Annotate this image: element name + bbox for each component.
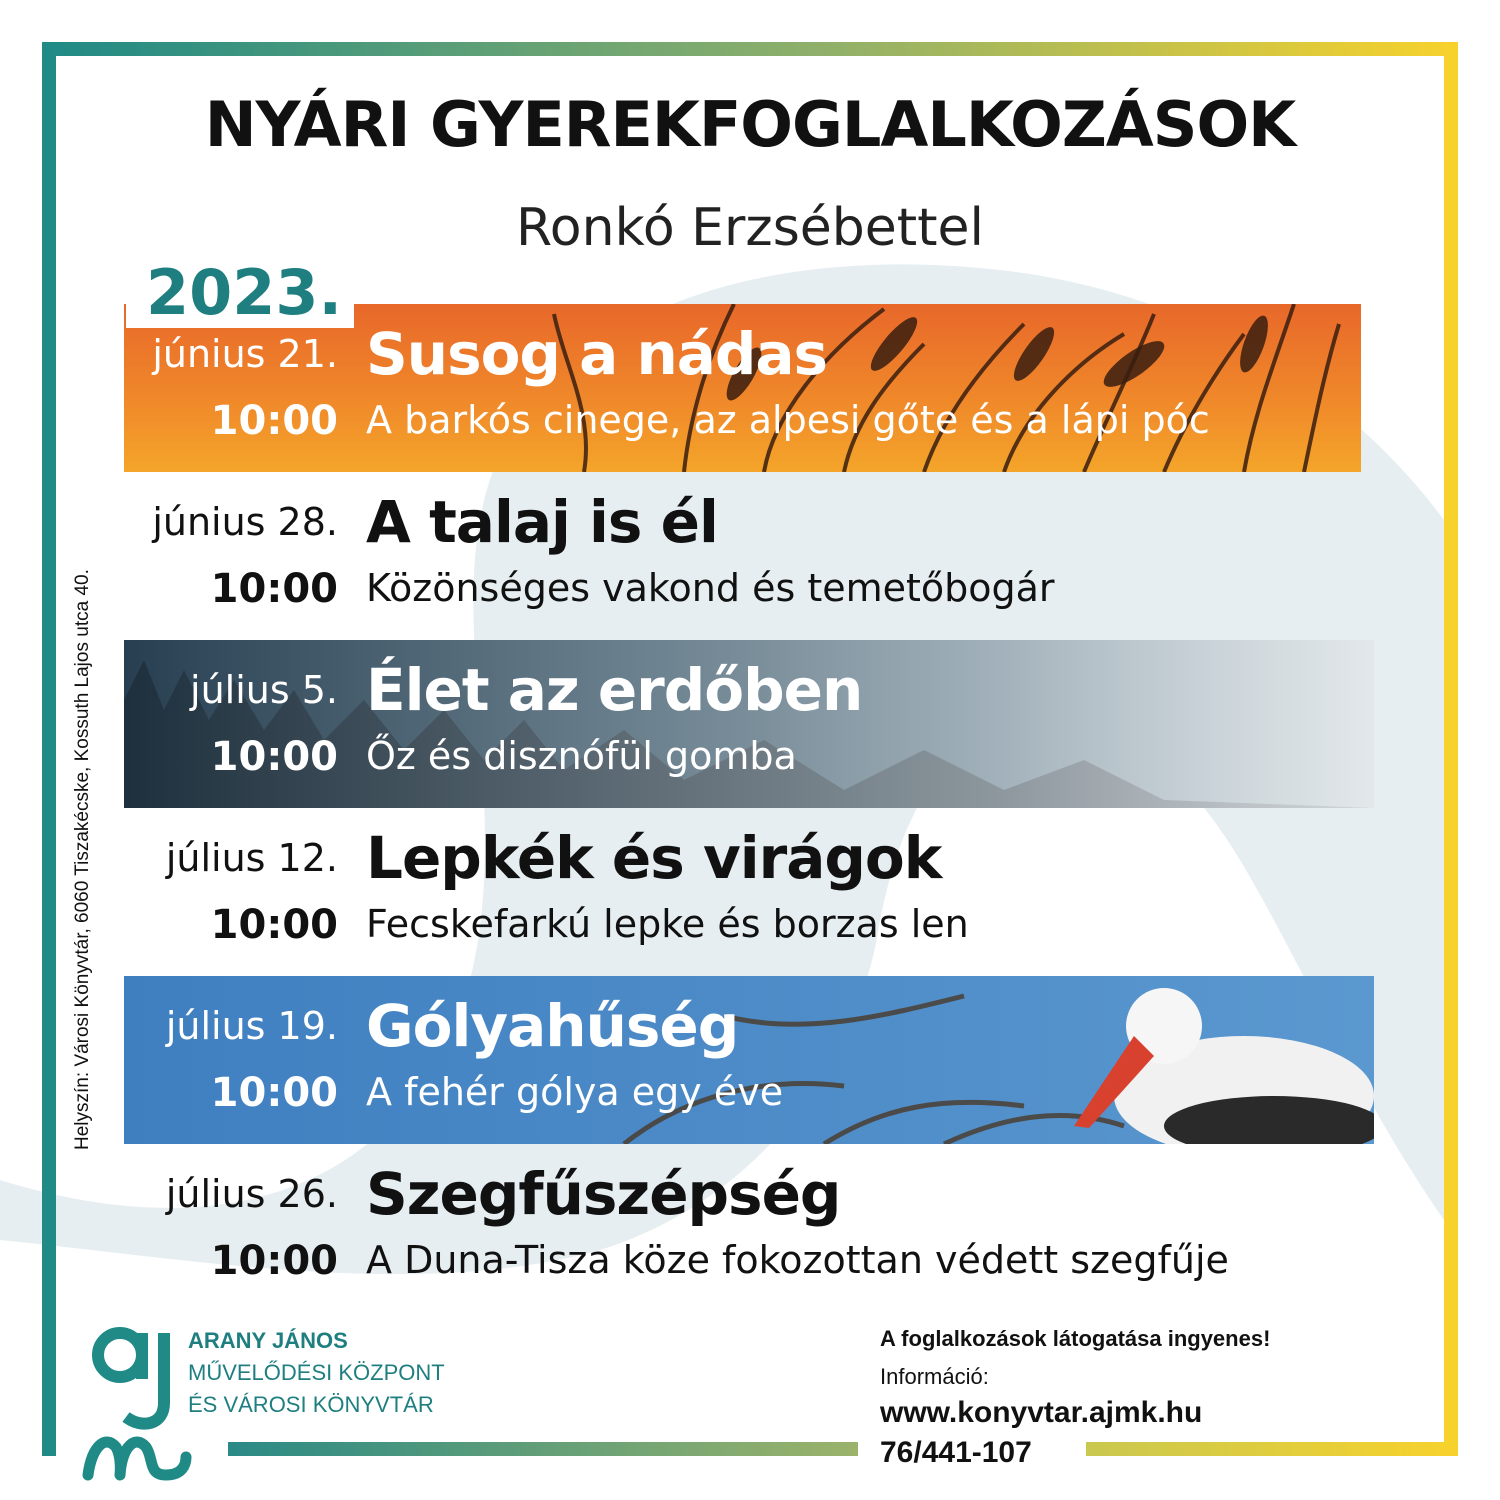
location-text: Helyszín: Városi Könyvtár, 6060 Tiszakécske, Kossuth Lajos utca 40. [72,569,93,1150]
org-name-line1: ARANY JÁNOS [188,1328,348,1353]
org-name-line2: MŰVELŐDÉSI KÖZPONT [188,1360,445,1385]
frame-top [42,42,1458,56]
event-item [0,640,1500,808]
event-description: Közönséges vakond és temetőbogár [366,566,1055,610]
event-item [0,472,1500,640]
event-date: július 12. [165,836,338,880]
website-link[interactable]: www.konyvtar.ajmk.hu [880,1396,1203,1429]
frame-bottom-left [228,1442,858,1456]
event-date: július 26. [165,1172,338,1216]
event-item [0,976,1500,1144]
event-date: július 5. [190,668,338,712]
event-title: Gólyahűség [366,992,739,1060]
event-item [0,808,1500,976]
logo-aj-icon [82,1325,192,1485]
event-date: június 28. [152,500,338,544]
phone-number[interactable]: 76/441-107 [880,1436,1032,1469]
event-description: Őz és disznófül gomba [366,734,797,778]
event-time: 10:00 [210,1070,338,1116]
event-item [0,1144,1500,1312]
event-description: A Duna-Tisza köze fokozottan védett szegfűje [366,1238,1229,1282]
frame-bottom-right [1086,1442,1458,1456]
year-label: 2023. [126,258,354,328]
event-item [0,304,1500,472]
event-time: 10:00 [210,398,338,444]
org-name-line3: ÉS VÁROSI KÖNYVTÁR [188,1392,434,1417]
event-date: július 19. [165,1004,338,1048]
event-title: Lepkék és virágok [366,824,942,892]
event-title: Szegfűszépség [366,1160,841,1228]
event-time: 10:00 [210,734,338,780]
event-title: Susog a nádas [366,320,828,388]
page-subtitle: Ronkó Erzsébettel [516,198,984,258]
event-description: A fehér gólya egy éve [366,1070,784,1114]
event-title: A talaj is él [366,488,718,556]
event-date: június 21. [152,332,338,376]
event-time: 10:00 [210,1238,338,1284]
event-description: Fecskefarkú lepke és borzas len [366,902,969,946]
event-time: 10:00 [210,566,338,612]
page-title: NYÁRI GYEREKFOGLALKOZÁSOK [204,88,1296,161]
event-time: 10:00 [210,902,338,948]
info-label: Információ: [880,1364,989,1389]
event-title: Élet az erdőben [366,656,863,724]
event-description: A barkós cinege, az alpesi gőte és a lápi póc [366,398,1210,442]
free-admission-note: A foglalkozások látogatása ingyenes! [880,1326,1271,1351]
